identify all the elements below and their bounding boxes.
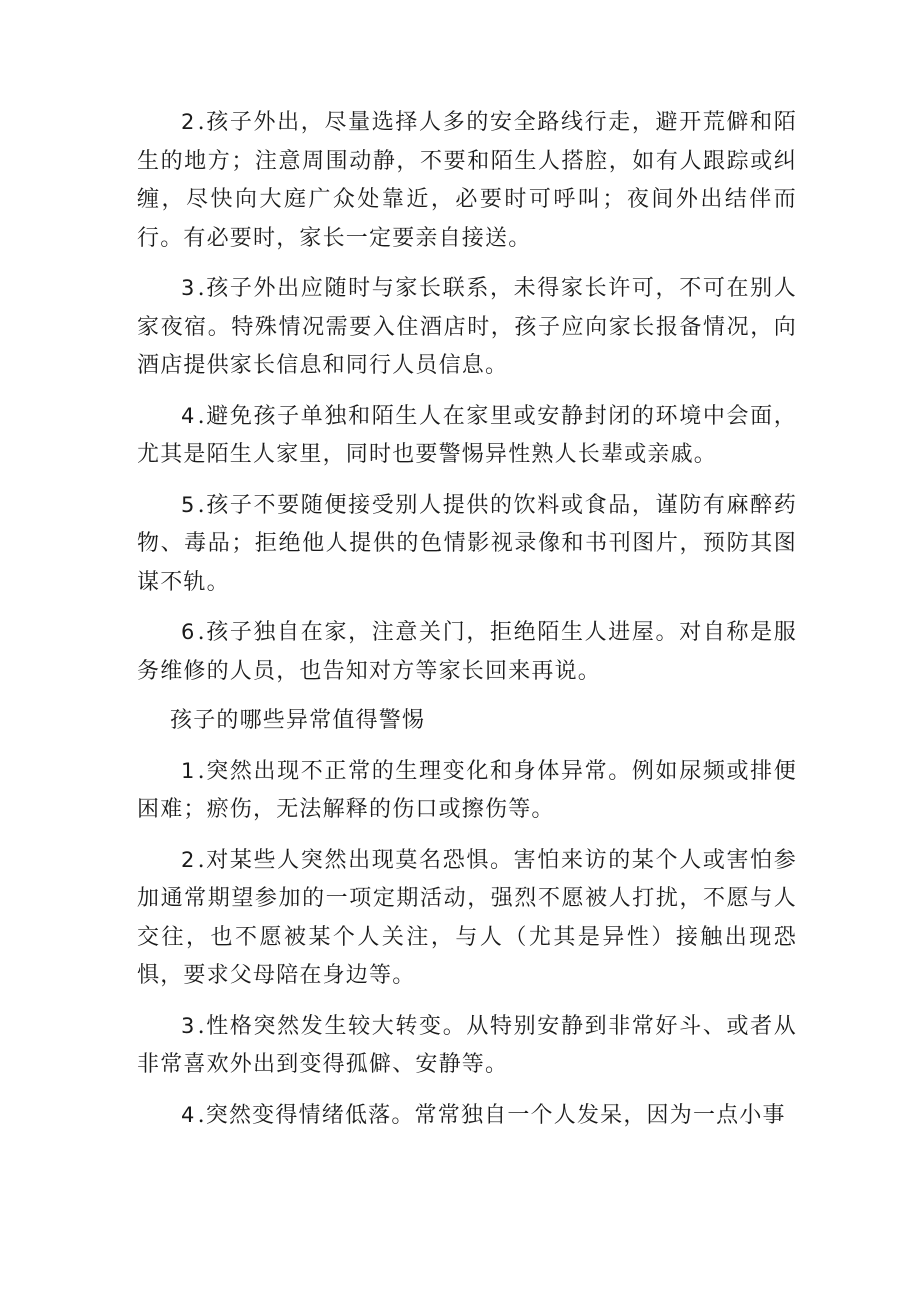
item-number: 4 [181,1102,196,1127]
item-text: .性格突然发生较大转变。从特别安静到非常好斗、或者从非常喜欢外出到变得孤僻、安静等。 [137,1013,797,1077]
warning-sign-item-1 [137,752,797,830]
paragraph-item-6 [137,613,797,691]
item-text: .孩子外出，尽量选择人多的安全路线行走，避开荒僻和陌生的地方；注意周围动静，不要和陌生人搭腔，如有人跟踪或纠缠，尽快向大庭广众处靠近，必要时可呼叫；夜间外出结伴而行。有必要时，家长一定要亲自接送。 [137,110,797,251]
warning-sign-item-4 [137,1096,797,1136]
paragraph-item-4 [137,397,797,475]
document-body [137,103,797,1146]
item-text: .孩子独自在家，注意关门，拒绝陌生人进屋。对自称是服务维修的人员，也告知对方等家长回来再说。 [137,620,797,684]
section-heading: 孩子的哪些异常值得警惕 [170,708,426,733]
item-number: 3 [181,1013,196,1038]
paragraph-item-2 [137,103,797,258]
item-number: 4 [181,403,196,428]
item-number: 2 [181,847,196,872]
item-text: .避免孩子单独和陌生人在家里或安静封闭的环境中会面，尤其是陌生人家里，同时也要警惕异性熟人长辈或亲戚。 [137,403,797,467]
warning-sign-item-2 [137,841,797,996]
paragraph-item-3 [137,269,797,386]
item-text: .突然出现不正常的生理变化和身体异常。例如尿频或排便困难；瘀伤，无法解释的伤口或擦伤等。 [137,758,797,822]
item-number: 5 [181,492,196,517]
item-number: 2 [181,110,196,134]
item-number: 1 [181,758,196,783]
item-text: .对某些人突然出现莫名恐惧。害怕来访的某个人或害怕参加通常期望参加的一项定期活动，强烈不愿被人打扰，不愿与人交往，也不愿被某个人关注，与人（尤其是异性）接触出现恐惧，要求父母陪在身边等。 [137,847,797,988]
item-text: .孩子不要随便接受别人提供的饮料或食品，谨防有麻醉药物、毒品；拒绝他人提供的色情影视录像和书刊图片，预防其图谋不轨。 [137,492,797,595]
paragraph-item-5 [137,486,797,603]
item-number: 6 [181,620,196,644]
item-number: 3 [181,276,196,300]
warning-sign-item-3 [137,1007,797,1085]
item-text: .孩子外出应随时与家长联系，未得家长许可，不可在别人家夜宿。特殊情况需要入住酒店时，孩子应向家长报备情况，向酒店提供家长信息和同行人员信息。 [137,276,797,378]
item-text: .突然变得情绪低落。常常独自一个人发呆，因为一点小事 [197,1102,786,1128]
